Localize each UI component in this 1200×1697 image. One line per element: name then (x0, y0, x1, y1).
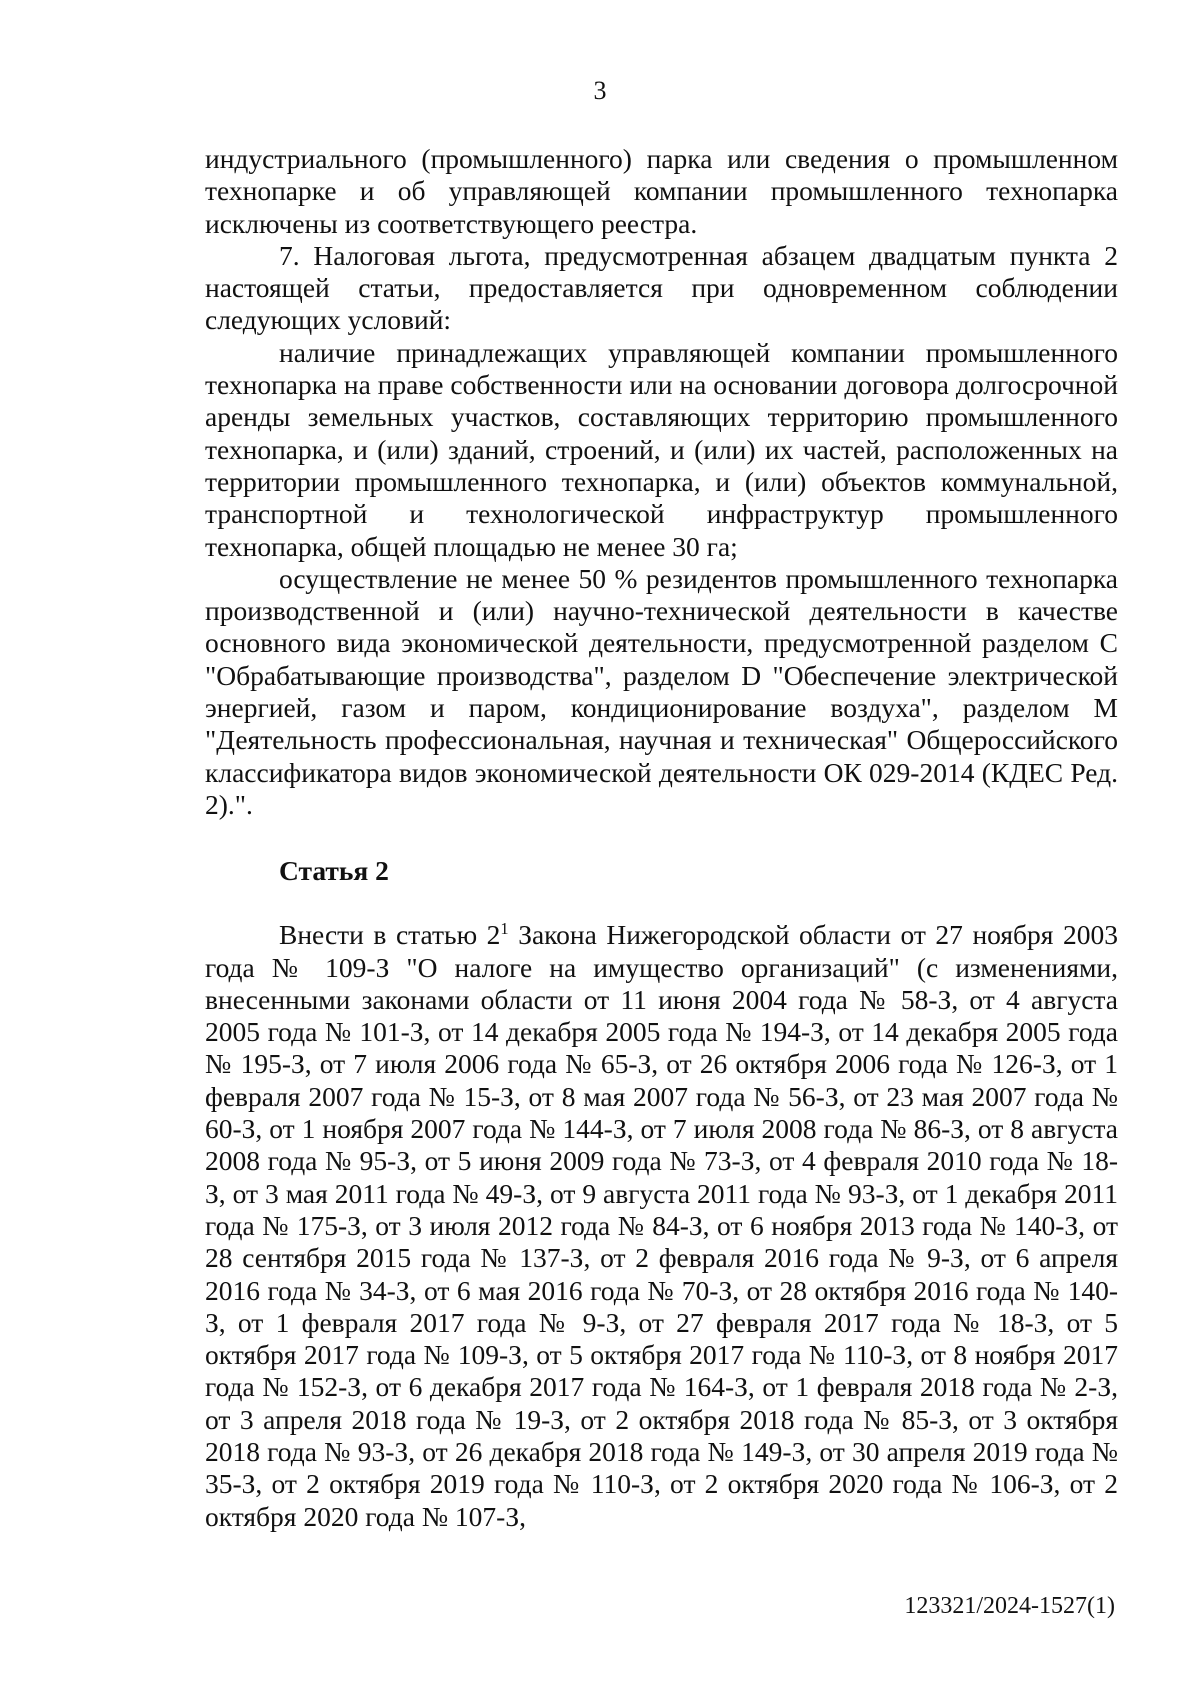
article-2-intro-rest: Закона Нижегородской области от 27 ноября 2003 года № 109-З "О налоге на имущество организаций" (с изменениями, внесенными законами области от 11 июня 2004 года № 58-З, от 4 августа 2005 года № 101-З, от 14 декабря 2005 года № 194-З, от 14 декабря 2005 года № 195-З, от 7 июля 2006 года № 65-З, от 26 октября 2006 года № 126-З, от 1 февраля 2007 года № 15-З, от 8 мая 2007 года № 56-З, от 23 мая 2007 года № 60-З, от 1 ноября 2007 года № 144-З, от 7 июля 2008 года № 86-З, от 8 августа 2008 года № 95-З, от 5 июня 2009 года № 73-З, от 4 февраля 2010 года № 18-З, от 3 мая 2011 года № 49-З, от 9 августа 2011 года № 93-З, от 1 декабря 2011 года № 175-З, от 3 июля 2012 года № 84-З, от 6 ноября 2013 года № 140-З, от 28 сентября 2015 года № 137-З, от 2 февраля 2016 года № 9-З, от 6 апреля 2016 года № 34-З, от 6 мая 2016 года № 70-З, от 28 октября 2016 года № 140-З, от 1 февраля 2017 года № 9-З, от 27 февраля 2017 года № 18-З, от 5 октября 2017 года № 109-З, от 5 октября 2017 года № 110-З, от 8 ноября 2017 года № 152-З, от 6 декабря 2017 года № 164-З, от 1 февраля 2018 года № 2-З, от 3 апреля 2018 года № 19-З, от 2 октября 2018 года № 85-З, от 3 октября 2018 года № 93-З, от 26 декабря 2018 года № 149-З, от 30 апреля 2019 года № 35-З, от 2 октября 2019 года № 110-З, от 2 октября 2020 года № 106-З, от 2 октября 2020 года № 107-З, (205, 919, 1118, 1532)
article-2-paragraph (205, 919, 1118, 1533)
article-2-intro-start: Внести в статью 2 (279, 919, 501, 951)
paragraph-condition-land: наличие принадлежащих управляющей компании промышленного технопарка на праве собственности или на основании договора долгосрочной аренды земельных участков, составляющих территорию промышленного технопарка, и (или) зданий, строений, и (или) их частей, расположенных на территории промышленного технопарка, и (или) объектов коммунальной, транспортной и технологической инфраструктур промышленного технопарка, общей площадью не менее 30 га; (205, 336, 1118, 562)
paragraph-condition-residents: осуществление не менее 50 % резидентов промышленного технопарка производственной и (или) научно-технической деятельности в качестве основного вида экономической деятельности, предусмотренной разделом C "Обрабатывающие производства", разделом D "Обеспечение электрической энергией, газом и паром, кондиционирование воздуха", разделом M "Деятельность профессиональная, научная и техническая" Общероссийского классификатора видов экономической деятельности ОК 029-2014 (КДЕС Ред. 2).". (205, 562, 1118, 820)
document-id: 123321/2024-1527(1) (904, 1593, 1115, 1619)
paragraph-continuation: индустриального (промышленного) парка или сведения о промышленном технопарке и об управляющей компании промышленного технопарка исключены из соответствующего реестра. (205, 143, 1118, 239)
article-heading: Статья 2 (279, 855, 389, 887)
paragraph-item-7: 7. Налоговая льгота, предусмотренная абзацем двадцатым пункта 2 настоящей статьи, предоставляется при одновременном соблюдении следующих условий: (205, 239, 1118, 336)
document-body (205, 143, 1118, 1533)
page-number: 3 (593, 76, 607, 105)
article-superscript: 1 (500, 919, 509, 939)
